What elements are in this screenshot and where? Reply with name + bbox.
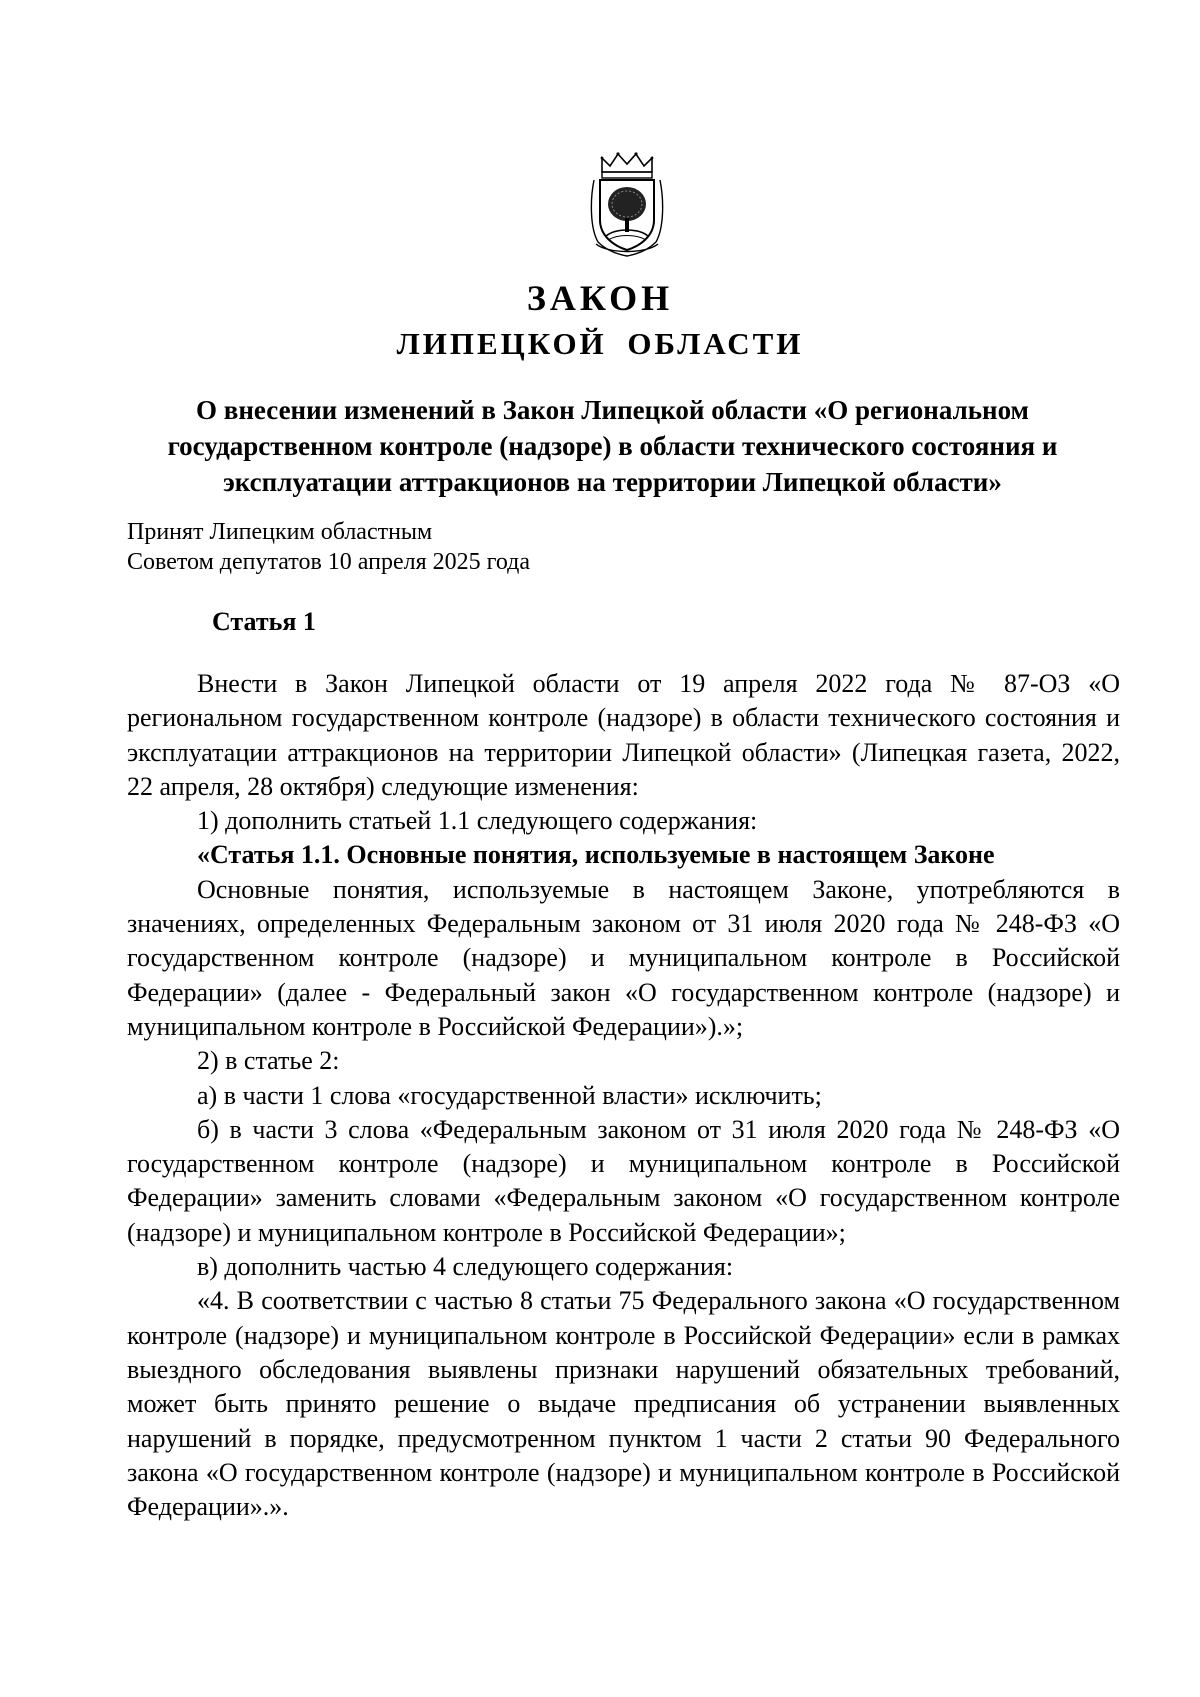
- article-heading: Статья 1: [212, 607, 316, 636]
- document-title: ЗАКОН: [526, 278, 674, 318]
- article-subheading: «Статья 1.1. Основные понятия, используемые в настоящем Законе: [197, 840, 995, 870]
- paragraph: 1) дополнить статьей 1.1 следующего содержания:: [197, 806, 758, 836]
- adoption-line: Принят Липецким областным: [127, 519, 433, 545]
- article-body: [127, 667, 1120, 1524]
- paragraph: а) в части 1 слова «государственной власти» исключить;: [197, 1080, 822, 1110]
- paragraph: Внести в Закон Липецкой области от 19 апреля 2022 года № 87-ОЗ «О региональном государственном контроле (надзоре) в области технического состояния и эксплуатации аттракционов на территории Липецкой области» (Липецкая газета, 2022, 22 апреля, 28 октября) следующие изменения:: [127, 669, 1120, 801]
- adoption-line: Советом депутатов 10 апреля 2025 года: [127, 549, 531, 575]
- coat-of-arms-icon: [588, 150, 666, 258]
- paragraph: 2) в статье 2:: [197, 1046, 340, 1076]
- paragraph: б) в части 3 слова «Федеральным законом от 31 июля 2020 года № 248-ФЗ «О государственном контроле (надзоре) и муниципальном контроле в Российской Федерации» заменить словами «Федеральным законом «О государственном контроле (надзоре) и муниципальном контроле в Российской Федерации»;: [127, 1114, 1120, 1247]
- document-subject: О внесении изменений в Закон Липецкой области «О региональном государственном контроле (надзоре) в области технического состояния и эксплуатации аттракционов на территории Липецкой области»: [167, 395, 1058, 497]
- adoption-note: [127, 517, 530, 577]
- paragraph: «4. В соответствии с частью 8 статьи 75 Федерального закона «О государственном контроле (надзоре) и муниципальном контроле в Российской Федерации» если в рамках выездного обследования выявлены признаки нарушений обязательных требований, может быть принято решение о выдаче предписания об устранении выявленных нарушений в порядке, предусмотренном пунктом 1 части 2 статьи 90 Федерального закона «О государственном контроле (надзоре) и муниципальном контроле в Российской Федерации».».: [127, 1286, 1120, 1522]
- document-region: ЛИПЕЦКОЙ ОБЛАСТИ: [396, 326, 804, 361]
- paragraph: в) дополнить частью 4 следующего содержания:: [197, 1252, 734, 1282]
- paragraph: Основные понятия, используемые в настоящем Законе, употребляются в значениях, определенных Федеральным законом от 31 июля 2020 года № 248-ФЗ «О государственном контроле (надзоре) и муниципальном контроле в Российской Федерации» (далее - Федеральный закон «О государственном контроле (надзоре) и муниципальном контроле в Российской Федерации»).»;: [127, 874, 1120, 1041]
